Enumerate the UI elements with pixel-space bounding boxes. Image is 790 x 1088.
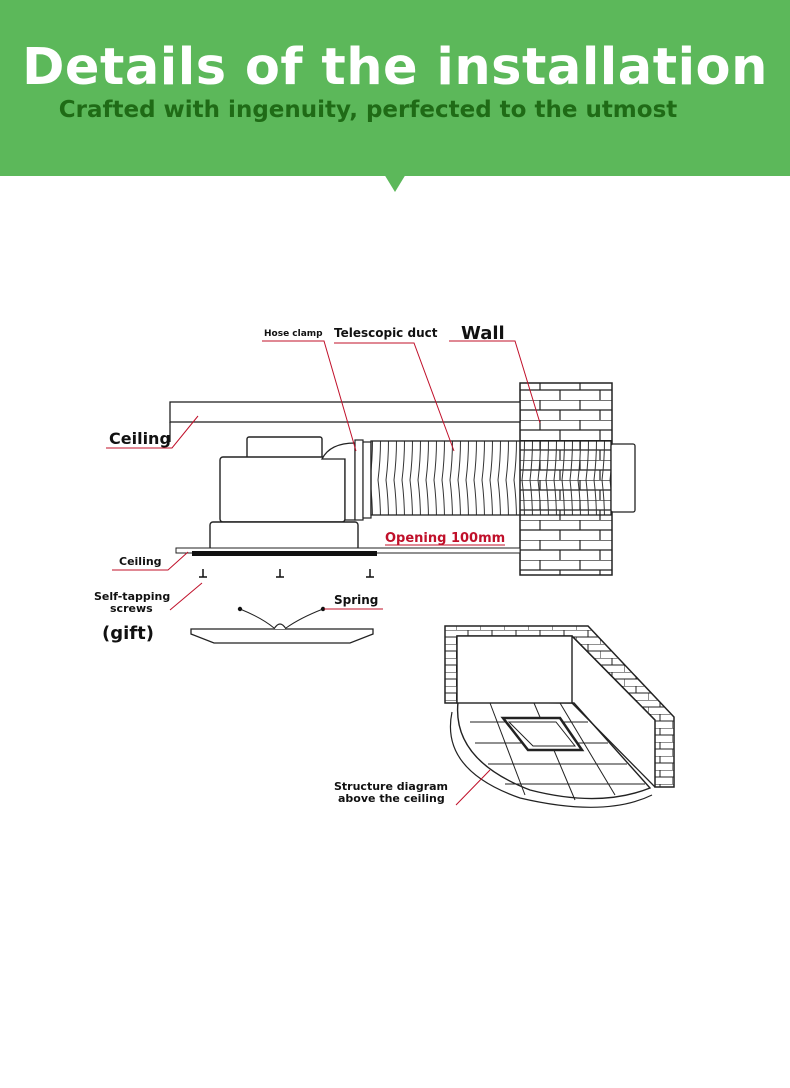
grille-panel — [191, 607, 373, 643]
structure-diagram — [445, 626, 674, 807]
label-structure-line1: Structure diagram — [334, 780, 449, 793]
label-hose-clamp: Hose clamp — [264, 329, 323, 339]
ceiling-slab — [170, 402, 520, 442]
label-ceiling-top: Ceiling — [109, 429, 171, 448]
page-title: Details of the installation — [22, 38, 768, 97]
label-ceiling-bottom: Ceiling — [119, 555, 162, 568]
page-subtitle: Crafted with ingenuity, perfected to the utmost — [58, 97, 678, 123]
fan-housing — [210, 437, 358, 550]
label-screws-line2: screws — [110, 602, 153, 615]
label-opening: Opening 100mm — [385, 531, 506, 546]
telescopic-duct — [371, 441, 635, 515]
label-gift: (gift) — [102, 623, 154, 644]
label-wall: Wall — [461, 323, 505, 344]
hose-clamp — [355, 440, 371, 520]
label-screws-line1: Self-tapping — [94, 590, 171, 603]
label-telescopic-duct: Telescopic duct — [334, 326, 438, 340]
ceiling-panel — [176, 548, 520, 556]
label-spring: Spring — [334, 593, 379, 607]
label-structure-line2: above the ceiling — [338, 792, 445, 805]
screws — [199, 569, 374, 577]
